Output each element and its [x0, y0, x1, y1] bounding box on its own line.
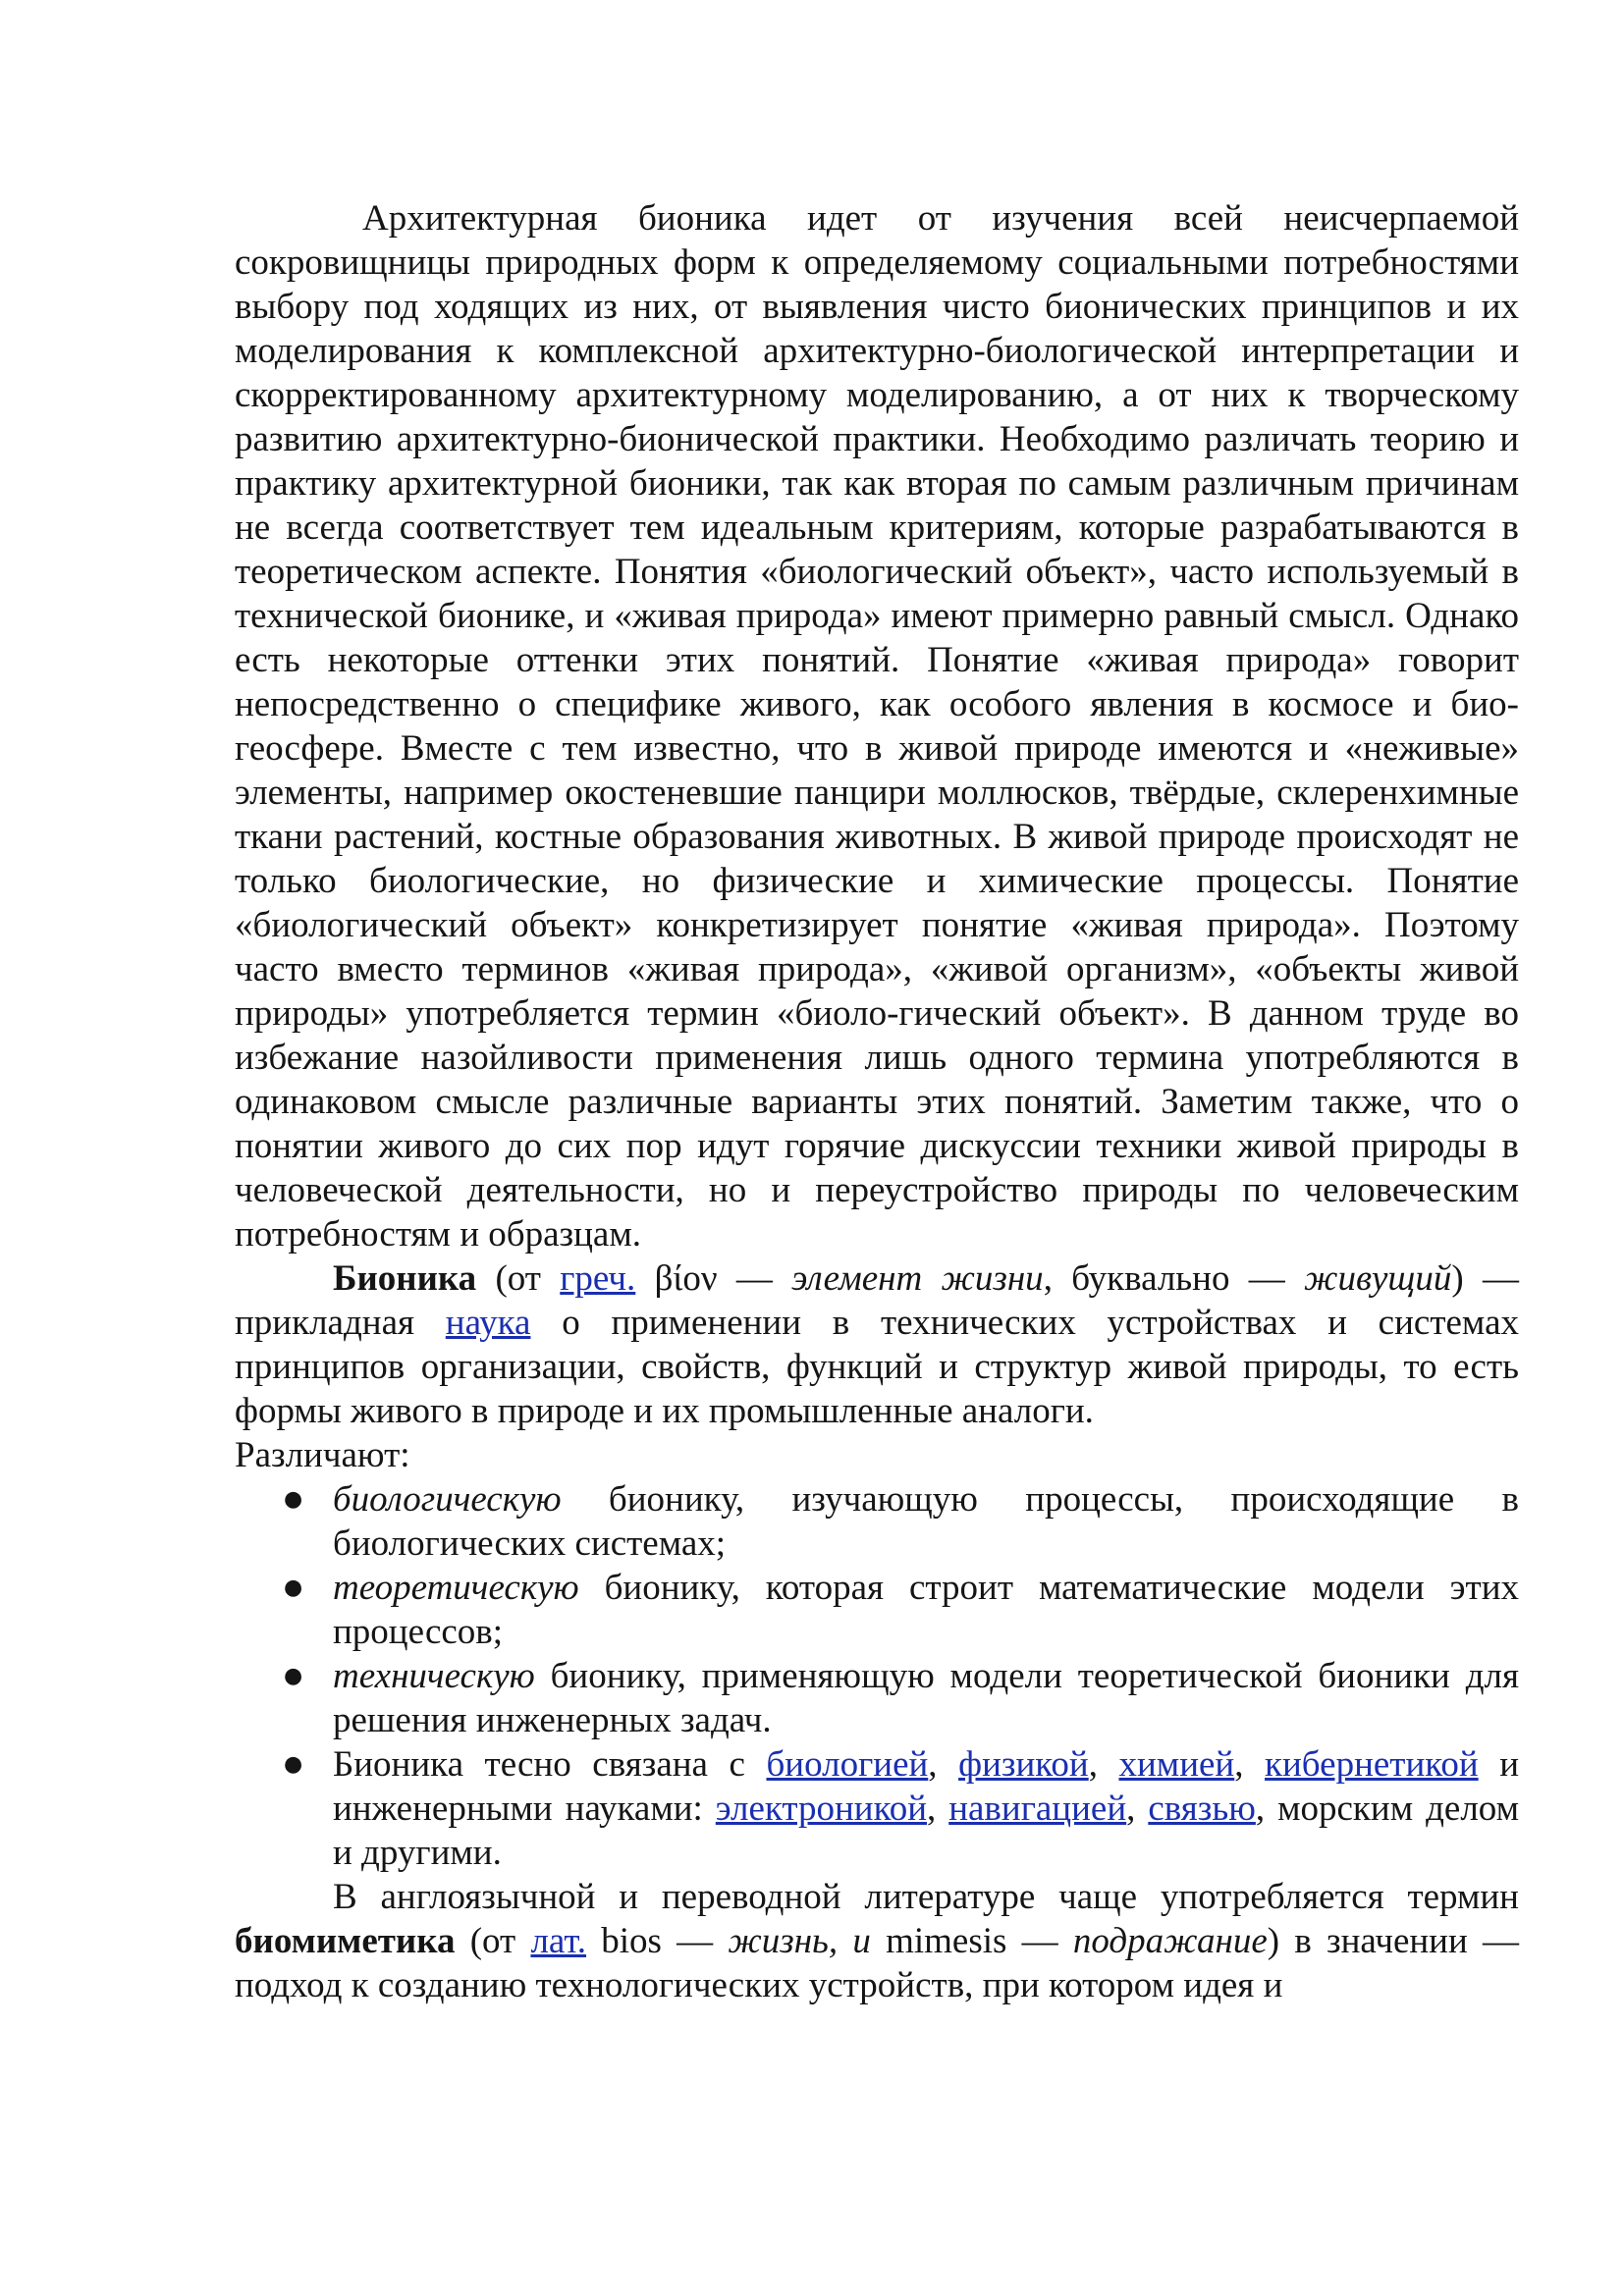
link-greek[interactable]: греч.	[560, 1258, 636, 1299]
bionics-kinds-list	[235, 1477, 1519, 1875]
text-span: ) — прикладная	[235, 1258, 1519, 1343]
text-span: mimesis —	[870, 1921, 1073, 1961]
list-item	[235, 1566, 1519, 1654]
text-span: ,	[927, 1789, 949, 1829]
link-chemistry[interactable]: химией	[1118, 1744, 1235, 1785]
text-span: , буквально —	[1043, 1258, 1305, 1299]
italic-span: теоретическую	[333, 1568, 579, 1608]
list-item	[235, 1477, 1519, 1566]
list-item	[235, 1654, 1519, 1742]
text-span: бионику, изучающую процессы, происходящие в биологических системах;	[333, 1479, 1519, 1564]
paragraph-distinguish: Различают:	[235, 1435, 410, 1475]
italic-span: техническую	[333, 1656, 535, 1696]
text-span: бионику, применяющую модели теоретической бионики для решения инженерных задач.	[333, 1656, 1519, 1740]
text-span: Бионика тесно связана с	[333, 1744, 767, 1785]
italic-span: подражание	[1072, 1921, 1268, 1961]
text-span: бионику, которая строит математические модели этих процессов;	[333, 1568, 1519, 1652]
link-navigation[interactable]: навигацией	[948, 1789, 1127, 1829]
bullet-icon: ●	[284, 1664, 303, 1688]
bullet-icon: ●	[284, 1752, 303, 1777]
link-biology[interactable]: биологией	[766, 1744, 929, 1785]
text-span: βίον —	[635, 1258, 792, 1299]
text-span: bios —	[586, 1921, 729, 1961]
link-cybernetics[interactable]: кибернетикой	[1265, 1744, 1479, 1785]
text-span: о применении в технических устройствах и системах принципов организации, свойств, функций и структур живой природы, то есть формы живого в природе и их промышленные аналоги.	[235, 1303, 1520, 1431]
text-span: (от	[455, 1921, 531, 1961]
text-span: и инженерными науками:	[333, 1744, 1520, 1829]
italic-span: биологическую	[333, 1479, 562, 1520]
text-span: ,	[1126, 1789, 1149, 1829]
text-span: ,	[1088, 1744, 1119, 1785]
paragraph-bionics-definition	[235, 1256, 1519, 1433]
link-physics[interactable]: физикой	[958, 1744, 1089, 1785]
text-span: , морским делом и другими.	[333, 1789, 1519, 1873]
link-electronics[interactable]: электроникой	[715, 1789, 927, 1829]
document-page	[235, 196, 1519, 2007]
link-science[interactable]: наука	[445, 1303, 531, 1343]
text-span: ) в значении — подход к созданию технологических устройств, при котором идея и	[235, 1921, 1519, 2005]
list-item	[235, 1742, 1519, 1875]
italic-span: жизнь, и	[728, 1921, 871, 1961]
term-bionics: Бионика	[333, 1258, 477, 1299]
italic-span: живущий	[1304, 1258, 1452, 1299]
paragraph-biomimetics	[235, 1875, 1519, 2007]
bullet-icon: ●	[284, 1487, 303, 1512]
link-latin[interactable]: лат.	[530, 1921, 587, 1961]
paragraph-architectural-bionics: Архитектурная бионика идет от изучения всей неисчерпаемой сокровищницы природных форм к определяемому социальными потребностями выбору под ходящих из них, от выявления чисто бионических принципов и их моделирования к комплексной архитектурно-биологической интерпретации и скорректированному архитектурному моделированию, а от них к творческому развитию архитектурно-бионической практики. Необходимо различать теорию и практику архитектурной бионики, так как вторая по самым различным причинам не всегда соответствует тем идеальным критериям, которые разрабатываются в теоретическом аспекте. Понятия «биологический объект», часто используемый в технической бионике, и «живая природа» имеют примерно равный смысл. Однако есть некоторые оттенки этих понятий. Понятие «живая природа» говорит непосредственно о специфике живого, как особого явления в космосе и био-геосфере. Вместе с тем известно, что в живой природе имеются и «неживые» элементы, например окостеневшие панцири моллюсков, твёрдые, склеренхимные ткани растений, костные образования животных. В живой природе происходят не только биологические, но физические и химические процессы. Понятие «биологический объект» конкретизирует понятие «живая природа». Поэтому часто вместо терминов «живая природа», «живой организм», «объекты живой природы» употребляется термин «биоло-гический объект». В данном труде во избежание назойливости применения лишь одного термина употребляются в одинаковом смысле различные варианты этих понятий. Заметим также, что о понятии живого до сих пор идут горячие дискуссии техники живой природы в человеческой деятельности, но и переустройство природы по человеческим потребностям и образцам.	[235, 198, 1519, 1255]
text-span: (от	[476, 1258, 561, 1299]
italic-span: элемент жизни	[791, 1258, 1044, 1299]
bullet-icon: ●	[284, 1575, 303, 1600]
term-biomimetics: биомиметика	[235, 1921, 456, 1961]
text-span: В англоязычной и переводной литературе чаще употребляется термин	[333, 1877, 1519, 1917]
text-span: ,	[928, 1744, 959, 1785]
text-span: ,	[1234, 1744, 1266, 1785]
link-communication[interactable]: связью	[1148, 1789, 1256, 1829]
